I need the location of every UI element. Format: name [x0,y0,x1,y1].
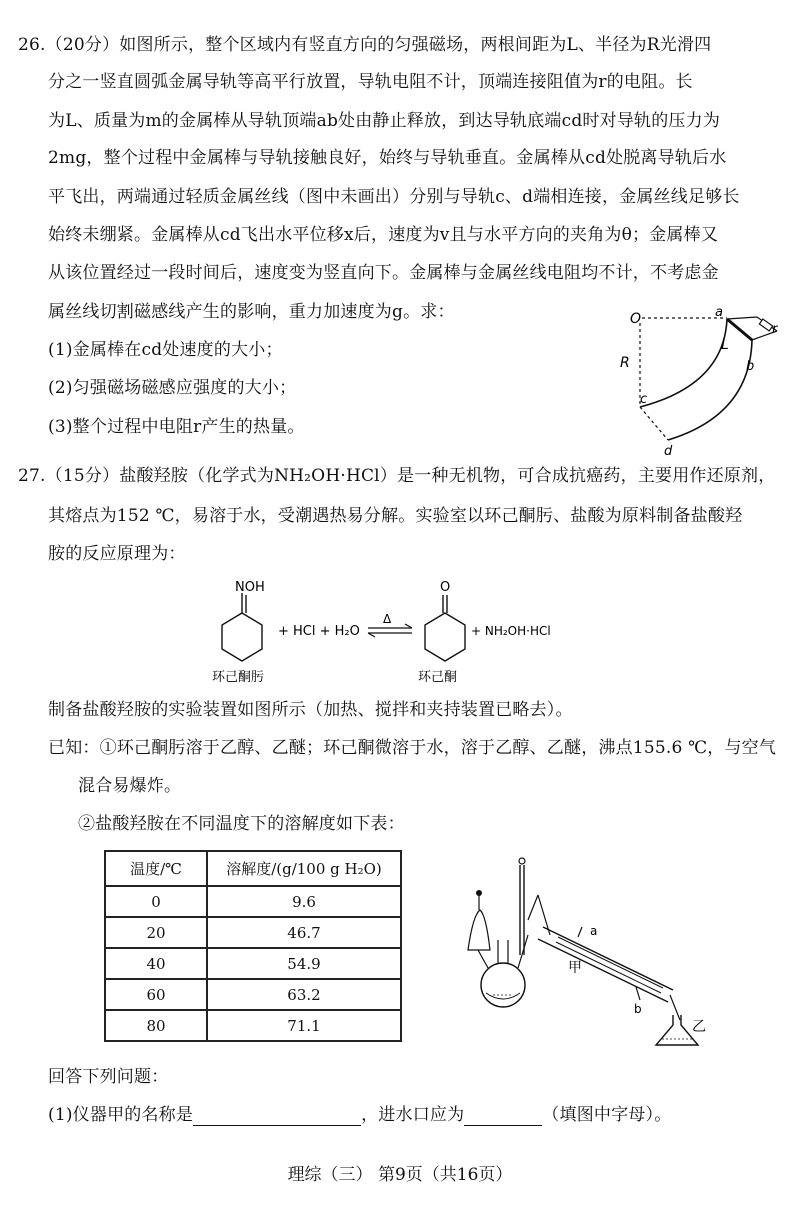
q27-line-3: 胺的反应原理为： [48,544,186,564]
o-label: O [440,580,451,595]
table-row [105,948,401,979]
q26-sub-1: (1)金属棒在cd处速度的大小； [48,340,283,360]
cell-temp: 40 [105,948,207,979]
apparatus-label-a: a [590,924,598,938]
table-row [105,886,401,917]
table-row [105,1010,401,1041]
q26-line-1: 26.（20分）如图所示，整个区域内有竖直方向的匀强磁场，两根间距为L、半径为R光滑四 [18,35,712,55]
cell-solubility: 71.1 [207,1010,401,1041]
q26-line-6: 始终未绷紧。金属棒从cd飞出水平位移x后，速度为v且与水平方向的夹角为θ；金属棒又 [48,225,719,245]
q26-line-8: 属丝线切割磁感线产生的影响，重力加速度为g。求： [48,302,455,322]
cell-temp: 80 [105,1010,207,1041]
q27-known-1b: 混合易爆炸。 [78,776,182,796]
q27-line-2: 其熔点为152 ℃，易溶于水，受潮遇热易分解。实验室以环己酮肟、盐酸为原料制备盐酸羟 [48,506,743,526]
q26-sub-3: (3)整个过程中电阻r产生的热量。 [48,417,305,437]
q26-line-2: 分之一竖直圆弧金属导轨等高平行放置，导轨电阻不计，顶端连接阻值为r的电阻。长 [48,72,693,92]
apparatus-label-b: b [634,1002,642,1016]
apparatus-label-yi: 乙 [692,1019,706,1035]
delta-label: Δ [383,612,392,626]
q27-sub-1 [48,1104,671,1126]
cyclohexanone-label: 环己酮 [418,670,458,685]
cell-temp: 20 [105,917,207,948]
label-R: R [620,355,630,371]
cell-solubility: 54.9 [207,948,401,979]
label-b: b [746,359,755,374]
label-L: L [721,337,729,353]
cell-solubility: 46.7 [207,917,401,948]
header-temperature: 温度/℃ [105,851,207,886]
reaction-reactants: + HCl + H₂O [278,624,360,639]
page-footer: 理综（三） 第9页（共16页） [287,1165,513,1185]
apparatus-figure [458,855,708,1055]
q1-middle: ，进水口应为 [361,1105,465,1125]
q1-suffix: （填图中字母）。 [542,1105,672,1125]
cell-temp: 0 [105,886,207,917]
label-r: r [772,322,778,337]
q27-known-2: ②盐酸羟胺在不同温度下的溶解度如下表： [78,814,405,834]
cyclohexanone-oxime-label: 环己酮肟 [212,670,265,685]
rail-figure [612,305,792,460]
table-row [105,917,401,948]
answer-blank-instrument[interactable] [193,1107,361,1126]
reaction-products: + NH₂OH·HCl [471,624,551,638]
cell-solubility: 63.2 [207,979,401,1010]
answer-blank-inlet[interactable] [464,1107,542,1126]
cell-temp: 60 [105,979,207,1010]
noh-label: NOH [235,580,265,595]
q27-known-1: 已知：①环己酮肟溶于乙醇、乙醚；环己酮微溶于水，溶于乙醇、乙醚，沸点155.6 ℃，与空气 [48,738,777,758]
q26-sub-2: (2)匀强磁场磁感应强度的大小； [48,378,297,398]
reaction-scheme [200,575,620,685]
table-row [105,979,401,1010]
q26-line-5: 平飞出，两端通过轻质金属丝线（图中未画出）分别与导轨c、d端相连接，金属丝线足够长 [48,187,740,207]
label-d: d [664,444,673,459]
answer-prompt: 回答下列问题： [48,1067,169,1087]
q27-line-1: 27.（15分）盐酸羟胺（化学式为NH₂OH·HCl）是一种无机物，可合成抗癌药，主要用作还原剂， [18,466,776,486]
apparatus-label-jia: 甲 [568,960,582,976]
label-a: a [715,305,723,320]
q27-apparatus-intro: 制备盐酸羟胺的实验装置如图所示（加热、搅拌和夹持装置已略去）。 [48,700,573,720]
solubility-table [104,850,402,1042]
q26-line-4: 2mg，整个过程中金属棒与导轨接触良好，始终与导轨垂直。金属棒从cd处脱离导轨后水 [48,148,727,168]
q1-prefix: (1)仪器甲的名称是 [48,1105,194,1125]
cell-solubility: 9.6 [207,886,401,917]
label-O: O [630,311,642,327]
q26-line-7: 从该位置经过一段时间后，速度变为竖直向下。金属棒与金属丝线电阻均不计，不考虑金 [48,263,719,283]
q26-line-3: 为L、质量为m的金属棒从导轨顶端ab处由静止释放，到达导轨底端cd时对导轨的压力为 [48,111,721,131]
header-solubility: 溶解度/(g/100 g H₂O) [207,851,401,886]
label-c: c [640,392,648,407]
